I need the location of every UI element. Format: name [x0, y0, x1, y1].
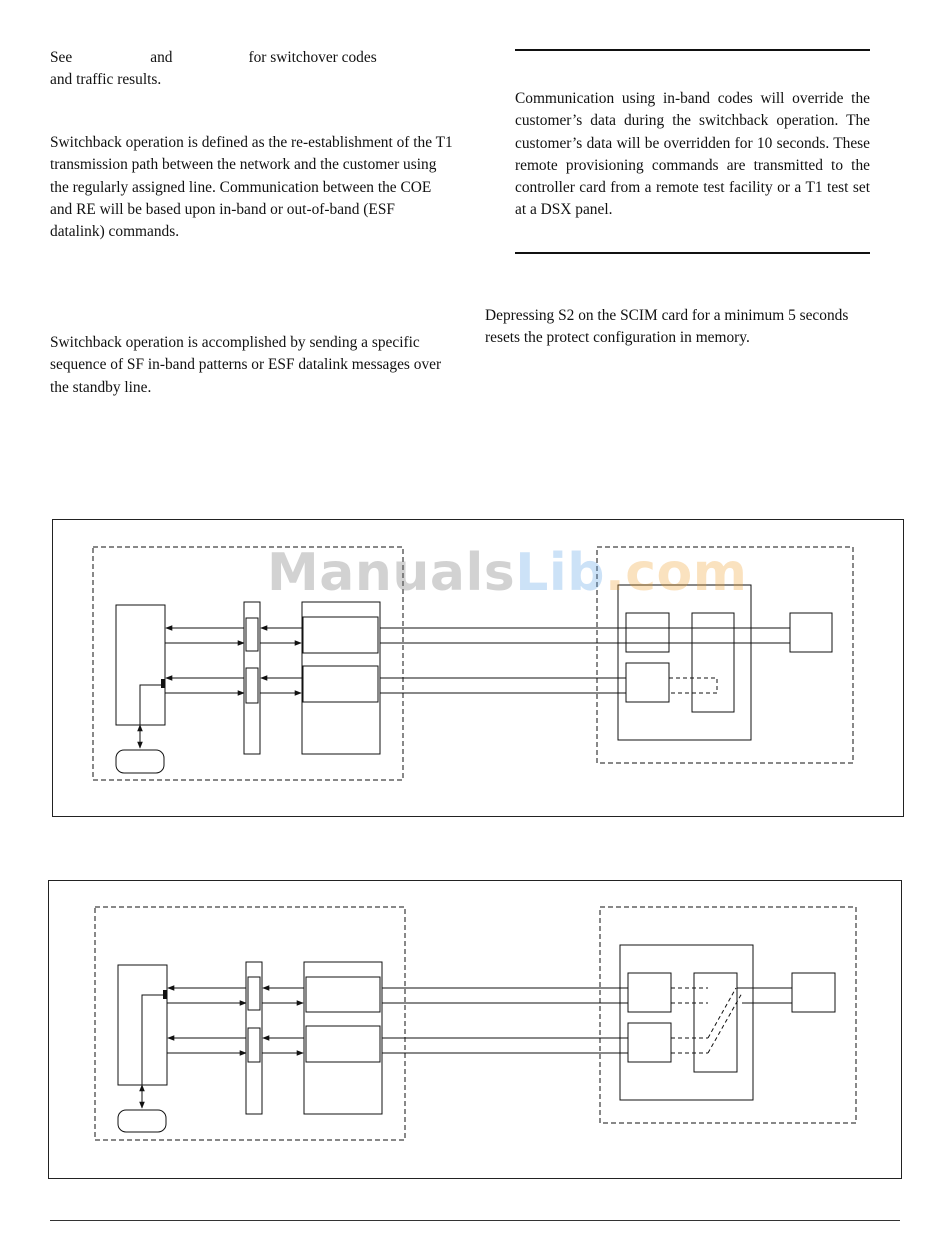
remote-port-2: [628, 1023, 671, 1062]
note-bottom-rule: [515, 252, 870, 254]
switchover-reference-paragraph: [50, 47, 450, 92]
line-card-shelf: [302, 602, 380, 754]
test-set: [118, 1110, 166, 1132]
line-card-2: [303, 666, 378, 702]
line-card-1: [303, 617, 378, 653]
note-top-rule: [515, 49, 870, 51]
remote-port-2: [626, 663, 669, 702]
cross-connect-port-1: [248, 977, 260, 1010]
line-card-shelf: [304, 962, 382, 1114]
line-card-2: [306, 1026, 380, 1062]
line-card-1: [306, 977, 380, 1012]
switchover-codes-text: for switchover codes: [248, 49, 377, 66]
cross-connect-port-1: [246, 618, 258, 651]
and-text: and: [150, 49, 173, 66]
customer-equipment: [790, 613, 832, 652]
figure-2-diagram: [0, 870, 950, 1200]
switchback-procedure-paragraph: Switchback operation is accomplished by sending a specific sequence of SF in-band patterns or ESF datalink messages over the standby line.: [50, 334, 442, 396]
customer-equipment: [792, 973, 835, 1012]
cross-connect-port-2: [246, 668, 258, 703]
switchback-definition-paragraph: Switchback operation is defined as the re-establishment of the T1 transmission path between the network and the customer using the regularly assigned line. Communication between the COE and RE will be based upon in-band or out-of-band (ESF datalink) commands.: [50, 134, 453, 241]
see-text: See: [50, 49, 73, 66]
traffic-results-text: and traffic results.: [50, 71, 162, 89]
manualslib-watermark: ManualsLib.com: [267, 543, 748, 603]
remote-port-1: [628, 973, 671, 1012]
s2-reset-paragraph: Depressing S2 on the SCIM card for a minimum 5 seconds resets the protect configuration in memory.: [485, 307, 849, 347]
page-footer-rule: [50, 1220, 900, 1221]
in-band-override-note: Communication using in-band codes will override the customer’s data during the switchback operation. The customer’s data will be overridden for 10 seconds. These remote provisioning commands are transmitted to the controller card from a remote test facility or a T1 test set at a DSX panel.: [515, 90, 870, 219]
test-set: [116, 750, 164, 773]
remote-port-1: [626, 613, 669, 652]
re-dashed-boundary: [600, 907, 856, 1123]
cross-connect-port-2: [248, 1028, 260, 1062]
